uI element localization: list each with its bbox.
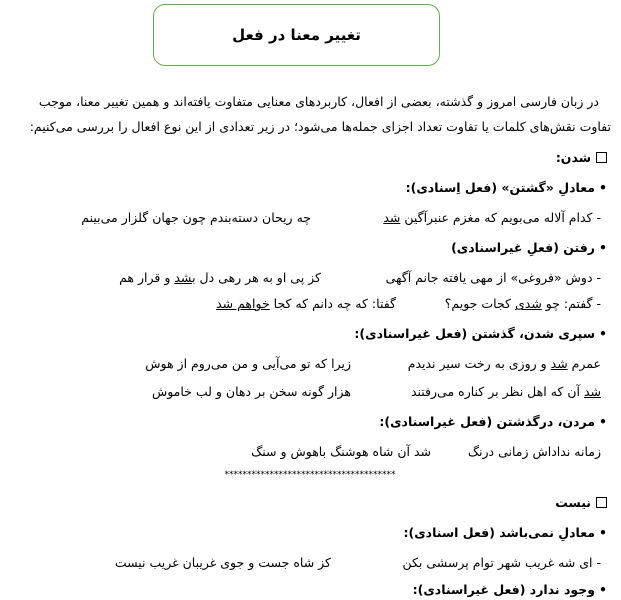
item-heading-text: سپری شدن، گذشتن (فعل غیراسنادی): — [354, 326, 595, 341]
intro-line-2 — [0, 117, 621, 137]
checkbox-square-icon — [596, 152, 607, 163]
underlined-verb: شد — [550, 356, 568, 371]
intro-text-1: در زبان فارسی امروز و گذشته، بعضی از افعال، کاربردهای معنایی متفاوت یافته‌اند و همین تغییر معنا، موجب — [38, 94, 599, 109]
item-heading — [0, 580, 621, 600]
title-box — [153, 4, 440, 66]
item-heading — [0, 523, 621, 543]
underlined-verb: شد — [583, 384, 601, 399]
bullet-icon: • — [599, 525, 607, 540]
section-heading-nist — [0, 493, 621, 513]
separator-stars: ************************************** — [224, 470, 396, 480]
item-heading — [0, 324, 621, 344]
section-heading-text: نیست — [555, 495, 591, 510]
verse-part: - کدام آلاله می‌بویم که مغزم عنبرآگین — [400, 210, 601, 225]
checkbox-square-icon — [596, 497, 607, 508]
verse-part: کجات جویم؟ — [444, 296, 515, 311]
verse-part: و روزی به رخت سیر ندیدم — [407, 356, 551, 371]
verse-line — [0, 382, 621, 402]
verse-part: زیرا که تو می‌آیی و من می‌روم از هوش — [145, 356, 351, 371]
verse-part: کز شاه جست و جوی غریبان غریب نیست — [114, 555, 331, 570]
intro-text-2: تفاوت نقش‌های کلمات یا تفاوت تعداد اجزای جمله‌ها می‌شود؛ در زیر تعدادی از این نوع افعال را بررسی می‌کنیم: — [29, 119, 611, 134]
verse-part: آن که اهل نظر بر کناره می‌رفتند — [410, 384, 584, 399]
verse-line — [0, 268, 621, 288]
underlined-verb: شد — [383, 210, 401, 225]
verse-part: - گفتم: چو — [541, 296, 601, 311]
item-heading-text: معادلِ «گشتن» (فعل اِسنادی): — [405, 180, 595, 195]
item-heading — [0, 178, 621, 198]
verse-part: عمرم — [567, 356, 601, 371]
bullet-icon: • — [599, 240, 607, 255]
verse-line — [0, 208, 621, 228]
item-heading-text: معادلِ نمی‌باشد (فعل اسنادی): — [403, 525, 595, 540]
item-heading-text: رفتن (فعلِ غیراسنادی) — [451, 240, 595, 255]
verse-line — [0, 553, 621, 573]
bullet-icon: • — [599, 180, 607, 195]
verse-line — [0, 354, 621, 374]
verse-part: و قرار هم — [119, 270, 175, 285]
verse-part: گفتا: که چه دانم که کجا — [269, 296, 396, 311]
item-heading-text: وجود ندارد (فعل غیراسنادی): — [412, 582, 595, 597]
underlined-verb: بشد — [174, 270, 196, 285]
item-heading — [0, 238, 621, 258]
underlined-verb: شدی — [514, 296, 542, 311]
verse-part: کز پی او به هر رهی دل — [195, 270, 321, 285]
verse-line — [0, 294, 621, 314]
verse-line — [0, 442, 621, 462]
bullet-icon: • — [599, 582, 607, 597]
underlined-verb: خواهم شد — [216, 296, 270, 311]
section-heading-shodan — [0, 148, 621, 168]
bullet-icon: • — [599, 326, 607, 341]
verse-part: - دوش «فروغی» از مهی یافته جانم آگهی — [385, 270, 601, 285]
verse-part: زمانه نداداش زمانی درنگ — [467, 444, 601, 459]
bullet-icon: • — [599, 414, 607, 429]
item-heading-text: مردن، درگذشتن (فعل غیراسنادی): — [379, 414, 595, 429]
verse-part: هزار گونه سخن بر دهان و لب خاموش — [151, 384, 351, 399]
verse-part: شد آن شاه هوشنگ باهوش و سنگ — [251, 444, 431, 459]
verse-part: - ای شه غریب شهر توام پرسشی بکن — [402, 555, 601, 570]
page-title: تغییر معنا در فعل — [232, 26, 361, 44]
item-heading — [0, 412, 621, 432]
intro-line-1 — [0, 92, 621, 112]
section-heading-text: شدن: — [555, 150, 591, 165]
verse-part: چه ریحان دسته‌بندم چون جهان گلزار می‌بینم — [81, 210, 311, 225]
